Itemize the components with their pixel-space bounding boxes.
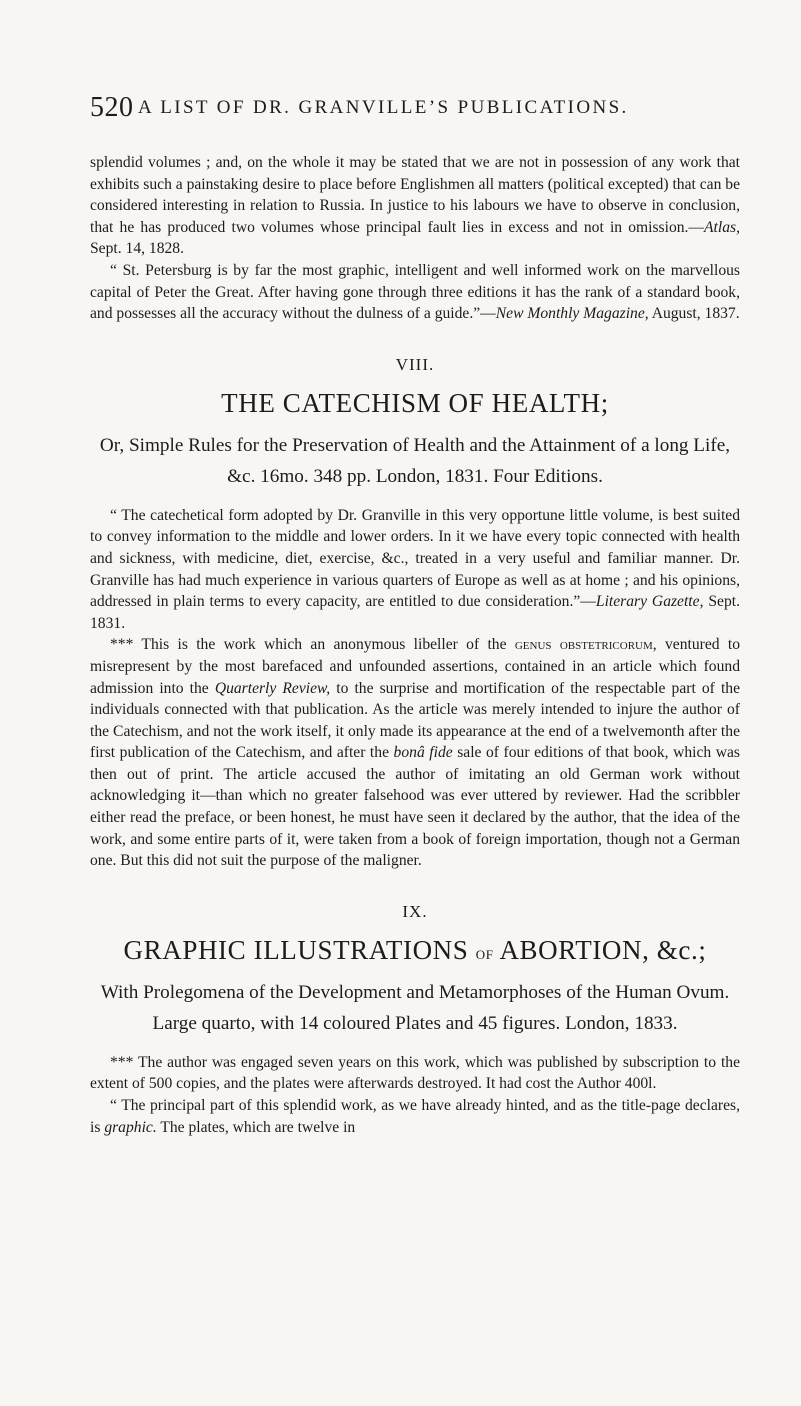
- section-subtitle-graphic-illustrations: With Prolegomena of the Development and Metamorphoses of the Human Ovum. Large quarto, with 14 coloured Plates and 45 figures. London, 1833.: [100, 981, 730, 1034]
- review-excerpt-atlas: splendid volumes ; and, on the whole it may be stated that we are not in possession of any work that exhibits such a painstaking desire to place before Englishmen all matters (political excepted) that can be considered interesting in relation to Russia. In justice to his labours we have to observe in conclusion, that he has produced two volumes whose principal fault lies in excess and not in omission.—Atlas, Sept. 14, 1828.: [90, 154, 740, 258]
- review-excerpt-literary-gazette: “ The catechetical form adopted by Dr. Granville in this very opportune little volume, is best suited to convey information to the middle and lower orders. In it we have every topic connected with health and sickness, with medicine, diet, exercise, &c., treated in a very useful and familiar manner. Dr. Granville has had much experience in various quarters of Europe as well as at home ; and his opinions, addressed in plain terms to every capacity, are entitled to due consideration.”—Literary Gazette, Sept. 1831.: [90, 506, 740, 632]
- section-number-9: IX.: [402, 901, 428, 921]
- source-atlas: Atlas,: [704, 218, 740, 236]
- author-note-catechism: *** This is the work which an anonymous libeller of the genus obstetricorum, ventured to misrepresent by the most barefaced and unfounded assertions, contained in an article which found admission into the Quarterly Review, to the surprise and mortification of the respectable part of the individuals connected with that publication. As the article was merely intended to injure the author of the Catechism, and not the work itself, it only made its appearance at the end of a twelvemonth after the first publication of the Catechism, and after the bonâ fide sale of four editions of that book, which was then out of print. The article accused the author of imitating an old German work without acknowledging it—than which no greater falsehood was ever uttered by reviewer. Had the scribbler either read the preface, or been honest, he must have seen it declared by the author, that the idea of the work, and some entire parts of it, were taken from a book of foreign importation, though not a German one. But this did not suit the purpose of the maligner.: [90, 636, 741, 870]
- source-new-monthly: New Monthly Magazine,: [495, 305, 649, 323]
- page-number: 520: [90, 92, 134, 123]
- section-number-8: VIII.: [395, 354, 435, 374]
- page-body: [90, 152, 740, 1138]
- section-subtitle-catechism: Or, Simple Rules for the Preservation of Health and the Attainment of a long Life, &c. 16mo. 348 pp. London, 1831. Four Editions.: [99, 434, 731, 487]
- source-literary-gazette: Literary Gazette,: [595, 593, 704, 611]
- section-title-catechism: THE CATECHISM OF HEALTH;: [221, 387, 609, 418]
- review-excerpt-graphic: “ The principal part of this splendid work, as we have already hinted, and as the title-page declares, is graphic. The plates, which are twelve in: [90, 1097, 740, 1136]
- running-title: A LIST OF DR. GRANVILLE’S PUBLICATIONS.: [138, 97, 629, 118]
- page-header: [90, 92, 761, 132]
- review-excerpt-new-monthly: “ St. Petersburg is by far the most graphic, intelligent and well informed work on the marvellous capital of Peter the Great. After having gone through three editions it has the rank of a standard book, and possesses all the accuracy without the dulness of a guide.”—New Monthly Magazine, August, 1837.: [90, 261, 740, 323]
- author-note-abortion: *** The author was engaged seven years on this work, which was published by subscription to the extent of 500 copies, and the plates were afterwards destroyed. It had cost the Author 400l.: [90, 1053, 740, 1093]
- section-title-graphic-illustrations: GRAPHIC ILLUSTRATIONS of ABORTION, &c.;: [123, 934, 707, 965]
